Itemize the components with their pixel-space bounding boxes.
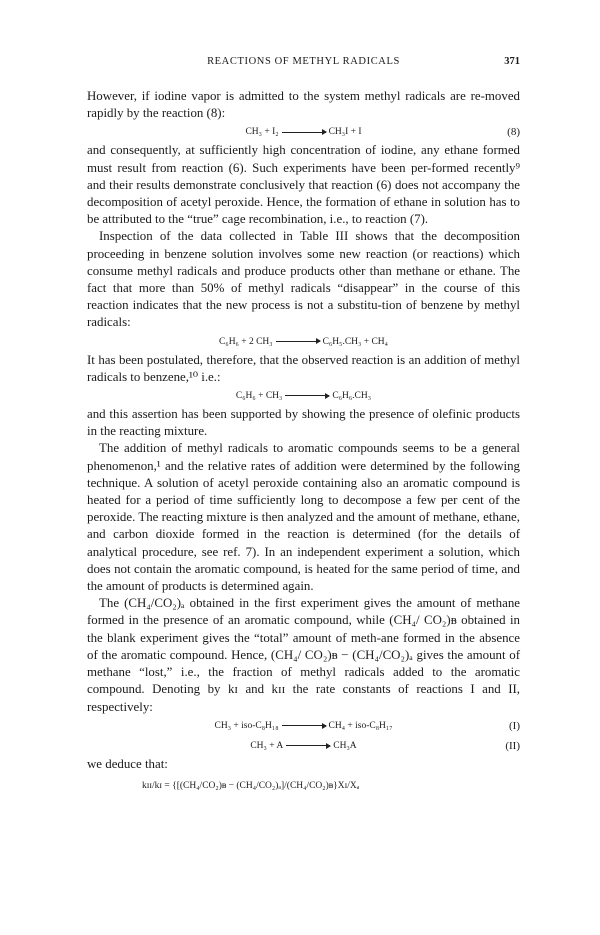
equation-I xyxy=(87,716,520,736)
equation-I-rhs: CH₄ + iso-C₈H₁₇ xyxy=(328,720,393,731)
arrow-icon xyxy=(282,725,326,726)
running-header xyxy=(87,56,520,72)
page-body xyxy=(87,88,520,796)
equation-II-rhs: CH₃A xyxy=(333,740,357,751)
paragraph-3: Inspection of the data collected in Table III shows that the decomposition proceeding in benzene solution involves some new reaction (or reactions) which consume methyl radicals and produce products other than methane or ethane. The fact that more than 50% of methyl radicals “disappear” in the course of this reaction indicates that the new process is not a substitu-tion of benzene by methyl radicals: xyxy=(87,229,520,330)
paragraph-2: and consequently, at sufficiently high concentration of iodine, any ethane formed must result from reaction (6). Such experiments have been per-formed recently⁹ and their results demonstrate conclusively that reaction (6) does not accompany the decomposition of acetyl peroxide. Hence, the formation of ethane in solution has to be attributed to the “true” cage recombination, i.e., to reaction (7). xyxy=(87,143,520,227)
addition-equation xyxy=(87,386,520,406)
arrow-icon xyxy=(282,132,326,133)
arrow-icon xyxy=(286,745,330,746)
arrow-icon xyxy=(285,395,329,396)
substitution-lhs: C₆H₆ + 2 CH₃ xyxy=(219,336,273,347)
paragraph-7: The (CH₄/CO₂)ₐ obtained in the first experiment gives the amount of methane formed in the presence of an aromatic compound, while (CH₄/ CO₂)ᴃ obtained in the blank experiment gives the “total” amount of meth-ane formed in the absence of the aromatic compound. Hence, (CH₄/ CO₂)ᴃ − (CH₄/CO₂)ₐ gives the amount of methane “lost,” i.e., the fraction of methyl radicals added to the aromatic compound. Denoting by kɪ and kɪɪ the rate constants of reactions I and II, respectively: xyxy=(87,596,520,714)
paragraph-4: It has been postulated, therefore, that the observed reaction is an addition of methyl radicals to benzene,¹⁰ i.e.: xyxy=(87,352,520,384)
running-title: REACTIONS OF METHYL RADICALS xyxy=(207,56,400,67)
equation-number: (I) xyxy=(509,719,520,732)
equation-I-lhs: CH₃ + iso-C₈H₁₈ xyxy=(214,720,279,731)
equation-II xyxy=(87,736,520,756)
equation-8 xyxy=(87,122,520,142)
paragraph-6: The addition of methyl radicals to aromatic compounds seems to be a general phenomenon,¹ and the relative rates of addition were determined by the following technique. A solution of acetyl peroxide containing also an aromatic compound is heated for a period of time sufficiently long to decompose a few per cent of the peroxide. The reacting mixture is then analyzed and the amount of methane, ethane, and carbon dioxide formed in the reaction is determined (for the details of analytical procedure, see ref. 7). In an independent experiment a solution, which does not contain the aromatic compound, is heated for the same period of time, and the amount of products is determined again. xyxy=(87,441,520,594)
page-number: 371 xyxy=(504,56,520,67)
equation-8-lhs: CH₃ + I₂ xyxy=(245,127,279,138)
equation-number: (8) xyxy=(507,126,520,139)
rate-ratio-equation: kɪɪ/kɪ = {[(CH₄/CO₂)ᴃ − (CH₄/CO₂)ₐ]/(CH₄/CO₂)ᴃ}Xɪ/Xₐ xyxy=(142,780,360,791)
paragraph-8: we deduce that: xyxy=(87,756,168,771)
substitution-equation xyxy=(87,332,520,352)
arrow-icon xyxy=(276,341,320,342)
addition-lhs: C₆H₆ + CH₃ xyxy=(235,391,283,402)
equation-number: (II) xyxy=(505,739,520,752)
substitution-rhs: C₆H₅.CH₃ + CH₄ xyxy=(322,336,388,347)
paragraph-5: and this assertion has been supported by showing the presence of olefinic products in the reacting mixture. xyxy=(87,407,520,439)
paragraph-1: However, if iodine vapor is admitted to the system methyl radicals are re-moved rapidly by the reaction (8): xyxy=(87,89,520,121)
addition-rhs: C₆H₆.CH₃ xyxy=(332,391,372,402)
equation-II-lhs: CH₃ + A xyxy=(250,740,284,751)
equation-8-rhs: CH₃I + I xyxy=(328,127,362,138)
